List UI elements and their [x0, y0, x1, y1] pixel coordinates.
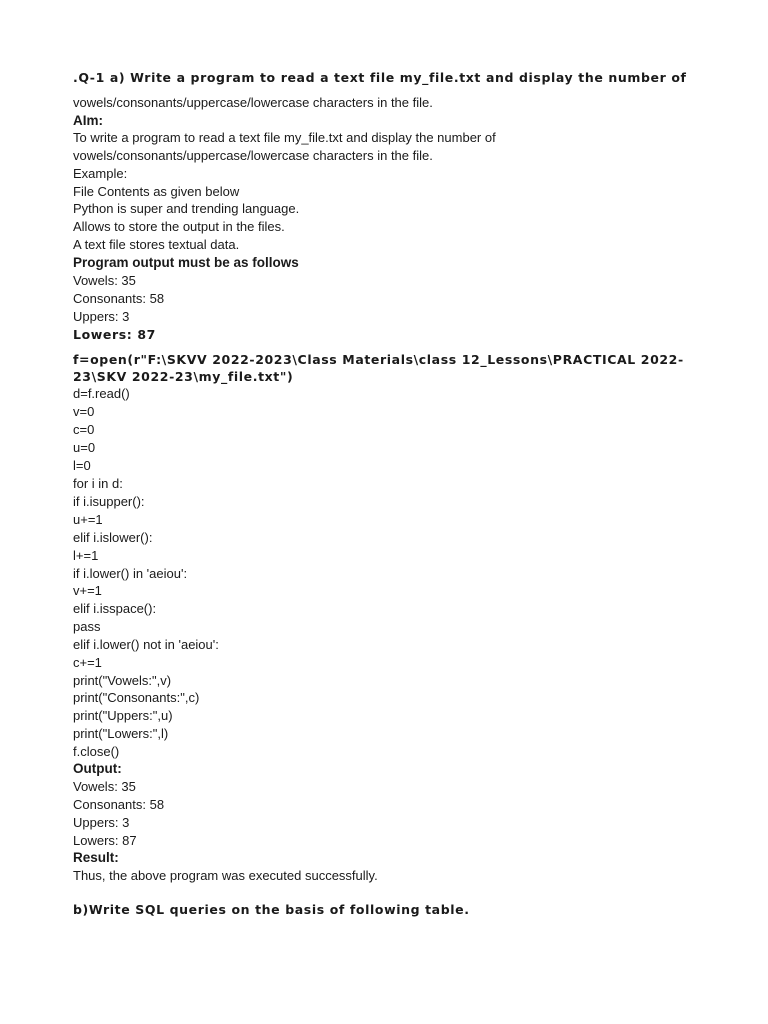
output-heading: Output:	[73, 761, 122, 776]
code-line: v=0	[73, 404, 95, 419]
code-line: print("Vowels:",v)	[73, 673, 172, 688]
code-line: for i in d:	[73, 476, 123, 491]
aim-line: Allows to store the output in the files.	[73, 219, 285, 234]
aim-line: File Contents as given below	[73, 184, 240, 199]
output-line: Uppers: 3	[73, 815, 130, 830]
code-line: elif i.lower() not in 'aeiou':	[73, 637, 219, 652]
expected-output-line: Vowels: 35	[73, 273, 136, 288]
aim-line: To write a program to read a text file my_file.txt and display the number of	[73, 130, 496, 145]
code-open-line: f=open(r"F:\SKVV 2022-2023\Class Materials\class 12_Lessons\PRACTICAL 2022-	[73, 352, 684, 367]
code-line: elif i.isspace():	[73, 601, 157, 616]
code-line: pass	[73, 619, 101, 634]
code-line: if i.isupper():	[73, 494, 145, 509]
code-line: print("Consonants:",c)	[73, 690, 200, 705]
output-line: Lowers: 87	[73, 833, 137, 848]
expected-output-line: Uppers: 3	[73, 309, 130, 324]
code-line: c+=1	[73, 655, 102, 670]
part-b-title: b)Write SQL queries on the basis of following table.	[73, 902, 470, 917]
code-line: print("Uppers:",u)	[73, 708, 173, 723]
question-title-continued: vowels/consonants/uppercase/lowercase characters in the file.	[73, 95, 433, 110]
aim-line: Example:	[73, 166, 128, 181]
code-line: l=0	[73, 458, 91, 473]
aim-line: vowels/consonants/uppercase/lowercase characters in the file.	[73, 148, 433, 163]
code-line: l+=1	[73, 548, 99, 563]
code-line: if i.lower() in 'aeiou':	[73, 566, 188, 581]
code-line: print("Lowers:",l)	[73, 726, 169, 741]
result-text: Thus, the above program was executed successfully.	[73, 868, 378, 883]
expected-output-last: Lowers: 87	[73, 327, 156, 342]
aim-heading: AIm:	[73, 113, 103, 128]
code-line: v+=1	[73, 583, 102, 598]
code-line: c=0	[73, 422, 95, 437]
output-line: Vowels: 35	[73, 779, 136, 794]
code-open-line: 23\SKV 2022-23\my_file.txt")	[73, 369, 294, 384]
code-line: f.close()	[73, 744, 120, 759]
expected-output-heading: Program output must be as follows	[73, 255, 299, 270]
result-heading: Result:	[73, 850, 119, 865]
aim-line: Python is super and trending language.	[73, 201, 300, 216]
code-line: d=f.read()	[73, 386, 130, 401]
question-title: .Q-1 a) Write a program to read a text file my_file.txt and display the number of	[73, 70, 687, 85]
expected-output-line: Consonants: 58	[73, 291, 165, 306]
code-line: u+=1	[73, 512, 103, 527]
code-line: u=0	[73, 440, 96, 455]
aim-line: A text file stores textual data.	[73, 237, 240, 252]
code-line: elif i.islower():	[73, 530, 153, 545]
output-line: Consonants: 58	[73, 797, 165, 812]
